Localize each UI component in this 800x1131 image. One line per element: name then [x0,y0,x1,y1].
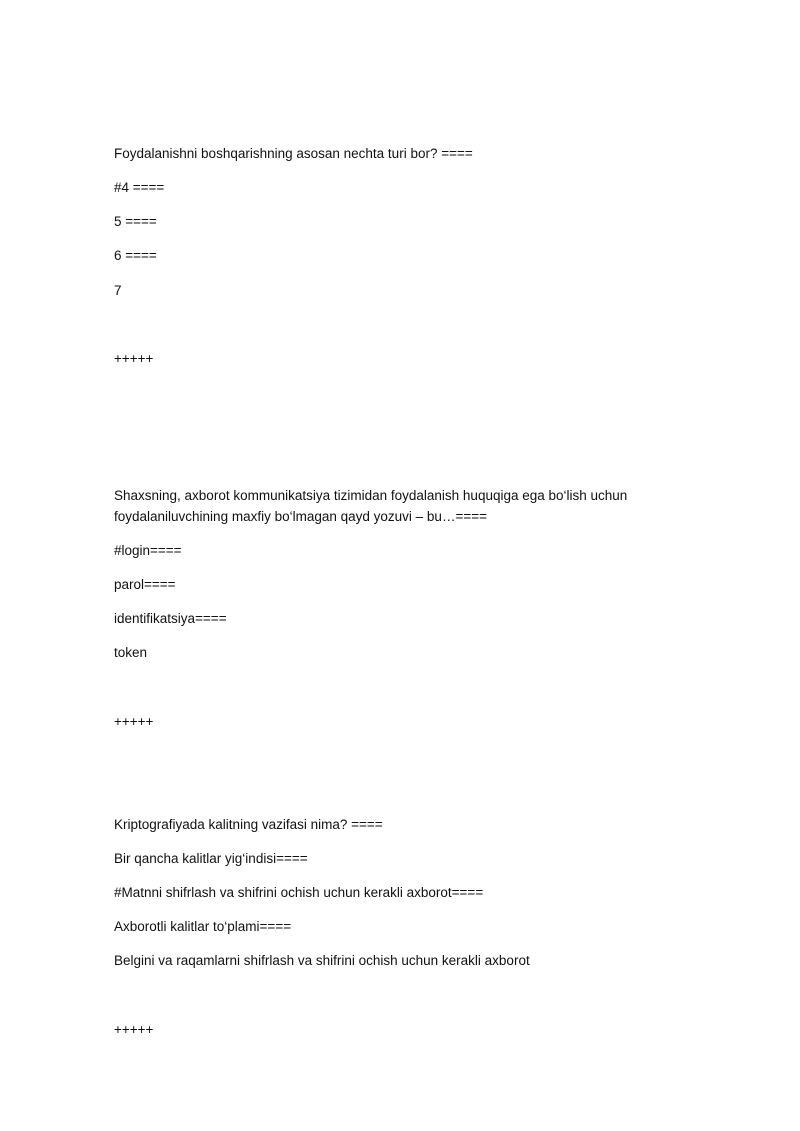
question-1-separator: +++++ [114,351,154,366]
question-3-option-2: #Matnni shifrlash va shifrini ochish uchun kerakli axborot==== [114,885,484,900]
question-3-option-4: Belgini va raqamlarni shifrlash va shifrini ochish uchun kerakli axborot [114,953,530,968]
question-2-option-4: token [114,645,148,660]
question-3-separator: +++++ [114,1022,154,1037]
question-1-option-4: 7 [114,283,122,298]
question-2-option-1: #login==== [114,543,182,558]
question-2-text-line-2: foydalaniluvchining maxfiy bo‘lmagan qayd yozuvi – bu…==== [114,509,487,524]
question-1-option-3: 6 ==== [114,248,157,263]
question-1-option-2: 5 ==== [114,214,157,229]
question-3-option-3: Axborotli kalitlar to‘plami==== [114,919,292,934]
question-3-text: Kriptografiyada kalitning vazifasi nima? ==== [114,817,383,832]
question-2-text-line-1: Shaxsning, axborot kommunikatsiya tizimidan foydalanish huquqiga ega bo‘lish uchun [114,488,628,503]
question-2-separator: +++++ [114,714,154,729]
question-1-option-1: #4 ==== [114,180,165,195]
question-1-text: Foydalanishni boshqarishning asosan nechta turi bor? ==== [114,146,473,161]
question-2-option-3: identifikatsiya==== [114,611,227,626]
question-2-option-2: parol==== [114,577,176,592]
question-3-option-1: Bir qancha kalitlar yig‘indisi==== [114,851,308,866]
